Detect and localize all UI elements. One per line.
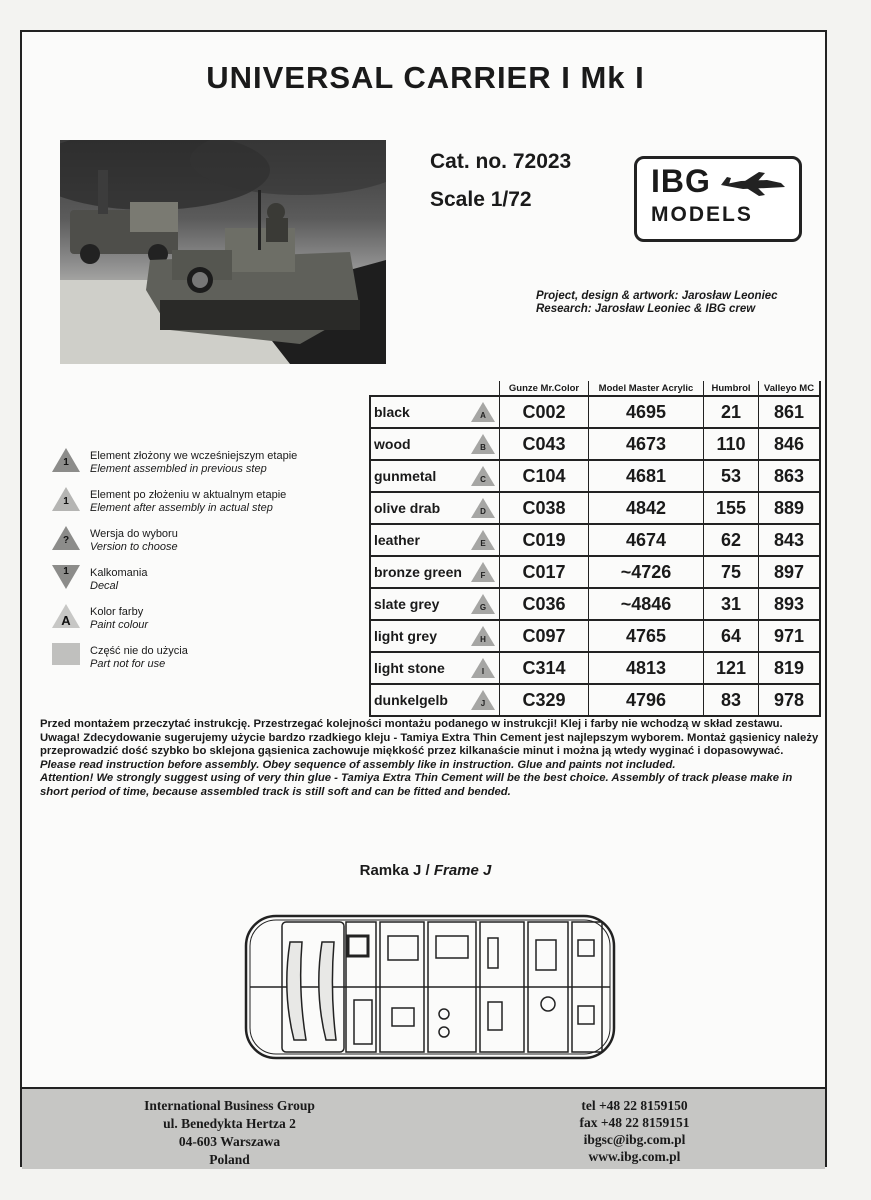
- legend-text-pl: Element po złożeniu w aktualnym etapie: [90, 489, 287, 501]
- address-line-3: 04-603 Warszawa: [178, 1134, 281, 1149]
- gunze-code: C329: [500, 684, 589, 716]
- legend-item: [50, 602, 350, 641]
- legend-text-pl: Element złożony we wcześniejszym etapie: [90, 450, 298, 462]
- color-row: [370, 588, 820, 620]
- color-row: [370, 652, 820, 684]
- color-row: [370, 428, 820, 460]
- header-gunze: Gunze Mr.Color: [500, 381, 589, 396]
- color-code: J: [480, 699, 486, 708]
- color-row: [370, 620, 820, 652]
- legend-symbol: 1: [63, 496, 69, 507]
- address-line-1: International Business Group: [144, 1098, 315, 1113]
- legend-item: [50, 524, 350, 563]
- legend-text-en: Element after assembly in actual step: [90, 502, 273, 514]
- sprue-frame-j-drawing: [244, 912, 616, 1067]
- legend-symbol: A: [61, 613, 71, 628]
- color-code-icon: [467, 620, 500, 652]
- color-name: bronze green: [370, 556, 467, 588]
- color-code-icon: [467, 684, 500, 716]
- symbol-legend: [50, 446, 350, 680]
- color-name: wood: [370, 428, 467, 460]
- color-code: B: [480, 443, 486, 452]
- frame-label-en: Frame J: [433, 862, 492, 879]
- model-master-code: ~4846: [589, 588, 704, 620]
- humbrol-code: 53: [704, 460, 759, 492]
- color-name: black: [370, 396, 467, 428]
- vallejo-code: 843: [759, 524, 821, 556]
- gunze-code: C104: [500, 460, 589, 492]
- color-code-icon: [467, 652, 500, 684]
- model-master-code: 4813: [589, 652, 704, 684]
- model-master-code: 4681: [589, 460, 704, 492]
- gunze-code: C002: [500, 396, 589, 428]
- address-line-2: ul. Benedykta Hertza 2: [163, 1116, 296, 1131]
- color-code: F: [480, 571, 486, 580]
- legend-text-en: Decal: [90, 580, 119, 592]
- color-code-icon: [467, 524, 500, 556]
- legend-text-pl: Wersja do wyboru: [90, 528, 178, 540]
- legend-symbol: 1: [63, 566, 69, 577]
- triangle-A-icon: [50, 602, 82, 630]
- humbrol-code: 75: [704, 556, 759, 588]
- color-code: I: [481, 667, 485, 676]
- humbrol-code: 21: [704, 396, 759, 428]
- color-code-icon: [467, 460, 500, 492]
- grey-square-icon: [50, 641, 82, 669]
- triangle-1-light-icon: [50, 485, 82, 513]
- gunze-code: C314: [500, 652, 589, 684]
- model-master-code: 4695: [589, 396, 704, 428]
- company-footer: [22, 1087, 825, 1169]
- contact-phone: tel +48 22 8159150: [581, 1098, 688, 1113]
- paint-color-table: [369, 381, 821, 717]
- vallejo-code: 889: [759, 492, 821, 524]
- note-pl-1: Przed montażem przeczytać instrukcję. Przestrzegać kolejności montażu podanego w instrukcji! Klej i farby nie wchodzą w skład zestawu.: [40, 718, 783, 730]
- company-address: [122, 1097, 337, 1169]
- color-row: [370, 524, 820, 556]
- assembly-notes: [40, 718, 820, 799]
- header-vallejo: Valleyo MC: [759, 381, 821, 396]
- triangle-question-icon: [50, 524, 82, 552]
- frame-label-pl: Ramka J /: [359, 862, 434, 879]
- logo-models-text: MODELS: [651, 203, 753, 226]
- humbrol-code: 155: [704, 492, 759, 524]
- vallejo-code: 897: [759, 556, 821, 588]
- humbrol-code: 121: [704, 652, 759, 684]
- color-code: A: [480, 411, 486, 420]
- color-code: D: [480, 507, 486, 516]
- color-row: [370, 460, 820, 492]
- gunze-code: C043: [500, 428, 589, 460]
- table-header-blank: [370, 381, 500, 396]
- model-master-code: 4796: [589, 684, 704, 716]
- legend-symbol: ?: [62, 535, 70, 546]
- gunze-code: C017: [500, 556, 589, 588]
- color-code-icon: [467, 428, 500, 460]
- color-code-icon: [467, 396, 500, 428]
- contact-fax: fax +48 22 8159151: [579, 1115, 690, 1130]
- header-model-master: Model Master Acrylic: [589, 381, 704, 396]
- color-name: light stone: [370, 652, 467, 684]
- color-row: [370, 556, 820, 588]
- vallejo-code: 819: [759, 652, 821, 684]
- legend-text-pl: Kalkomania: [90, 567, 148, 579]
- legend-text-en: Part not for use: [90, 658, 166, 670]
- address-line-4: Poland: [209, 1152, 250, 1167]
- gunze-code: C019: [500, 524, 589, 556]
- legend-text-pl: Część nie do użycia: [90, 645, 188, 657]
- color-name: dunkelgelb: [370, 684, 467, 716]
- credits-project: Project, design & artwork: Jarosław Leoniec: [536, 290, 778, 302]
- color-row: [370, 684, 820, 716]
- legend-item: [50, 641, 350, 680]
- company-contact: [532, 1097, 737, 1165]
- color-name: olive drab: [370, 492, 467, 524]
- color-code-icon: [467, 556, 500, 588]
- page-title: UNIVERSAL CARRIER I Mk I: [206, 60, 645, 95]
- note-pl-2: Uwaga! Zdecydowanie sugerujemy użycie bardzo rzadkiego kleju - Tamiya Extra Thin Cement jest najlepszym wyborem. Montaż gąsienicy należy przeprowadzić dość szybko bo sklejona gąsienica zachowuje miękkość przez kilkanaście minut i można ją wtedy wyginać i dopasowywać.: [40, 731, 819, 757]
- model-master-code: 4673: [589, 428, 704, 460]
- humbrol-code: 31: [704, 588, 759, 620]
- model-master-code: 4842: [589, 492, 704, 524]
- color-code-icon: [467, 492, 500, 524]
- gunze-code: C038: [500, 492, 589, 524]
- header-humbrol: Humbrol: [704, 381, 759, 396]
- triangle-down-1-icon: [50, 563, 82, 591]
- legend-item: [50, 485, 350, 524]
- catalog-number: Cat. no. 72023: [430, 150, 572, 173]
- vallejo-code: 861: [759, 396, 821, 428]
- box-art-photo: [60, 140, 386, 364]
- legend-text-pl: Kolor farby: [90, 606, 144, 618]
- model-master-code: 4765: [589, 620, 704, 652]
- humbrol-code: 110: [704, 428, 759, 460]
- color-code: H: [480, 635, 486, 644]
- color-code-icon: [467, 588, 500, 620]
- ibg-models-logo: [634, 156, 802, 242]
- scale-label: Scale 1/72: [430, 188, 532, 211]
- legend-symbol: 1: [63, 457, 69, 468]
- logo-ibg-text: IBG: [651, 163, 711, 199]
- color-name: light grey: [370, 620, 467, 652]
- vallejo-code: 971: [759, 620, 821, 652]
- contact-email[interactable]: ibgsc@ibg.com.pl: [583, 1132, 686, 1147]
- gunze-code: C097: [500, 620, 589, 652]
- vallejo-code: 978: [759, 684, 821, 716]
- gunze-code: C036: [500, 588, 589, 620]
- color-name: gunmetal: [370, 460, 467, 492]
- vallejo-code: 846: [759, 428, 821, 460]
- credits-research: Research: Jarosław Leoniec & IBG crew: [536, 303, 756, 315]
- instruction-page: [20, 30, 827, 1167]
- airplane-icon: [719, 171, 789, 197]
- color-name: slate grey: [370, 588, 467, 620]
- legend-text-en: Element assembled in previous step: [90, 463, 267, 475]
- vallejo-code: 863: [759, 460, 821, 492]
- model-master-code: ~4726: [589, 556, 704, 588]
- color-code: C: [480, 475, 486, 484]
- contact-website[interactable]: www.ibg.com.pl: [588, 1149, 681, 1164]
- note-en-1: Please read instruction before assembly. Obey sequence of assembly like in instruction. Glue and paints not included.: [40, 758, 676, 771]
- frame-label: [22, 862, 829, 879]
- legend-item: [50, 563, 350, 602]
- color-name: leather: [370, 524, 467, 556]
- color-code: G: [479, 603, 487, 612]
- note-en-2: Attention! We strongly suggest using of very thin glue - Tamiya Extra Thin Cement will be the best choice. Assembly of track please make in short period of time, because assembled track is still soft and can be fitted and bended.: [40, 772, 793, 798]
- humbrol-code: 62: [704, 524, 759, 556]
- legend-text-en: Version to choose: [90, 541, 178, 553]
- color-code: E: [480, 539, 486, 548]
- color-row: [370, 492, 820, 524]
- legend-item: [50, 446, 350, 485]
- color-row: [370, 396, 820, 428]
- triangle-1-icon: [50, 446, 82, 474]
- legend-text-en: Paint colour: [90, 619, 149, 631]
- humbrol-code: 83: [704, 684, 759, 716]
- credits: [536, 290, 778, 316]
- model-master-code: 4674: [589, 524, 704, 556]
- vallejo-code: 893: [759, 588, 821, 620]
- humbrol-code: 64: [704, 620, 759, 652]
